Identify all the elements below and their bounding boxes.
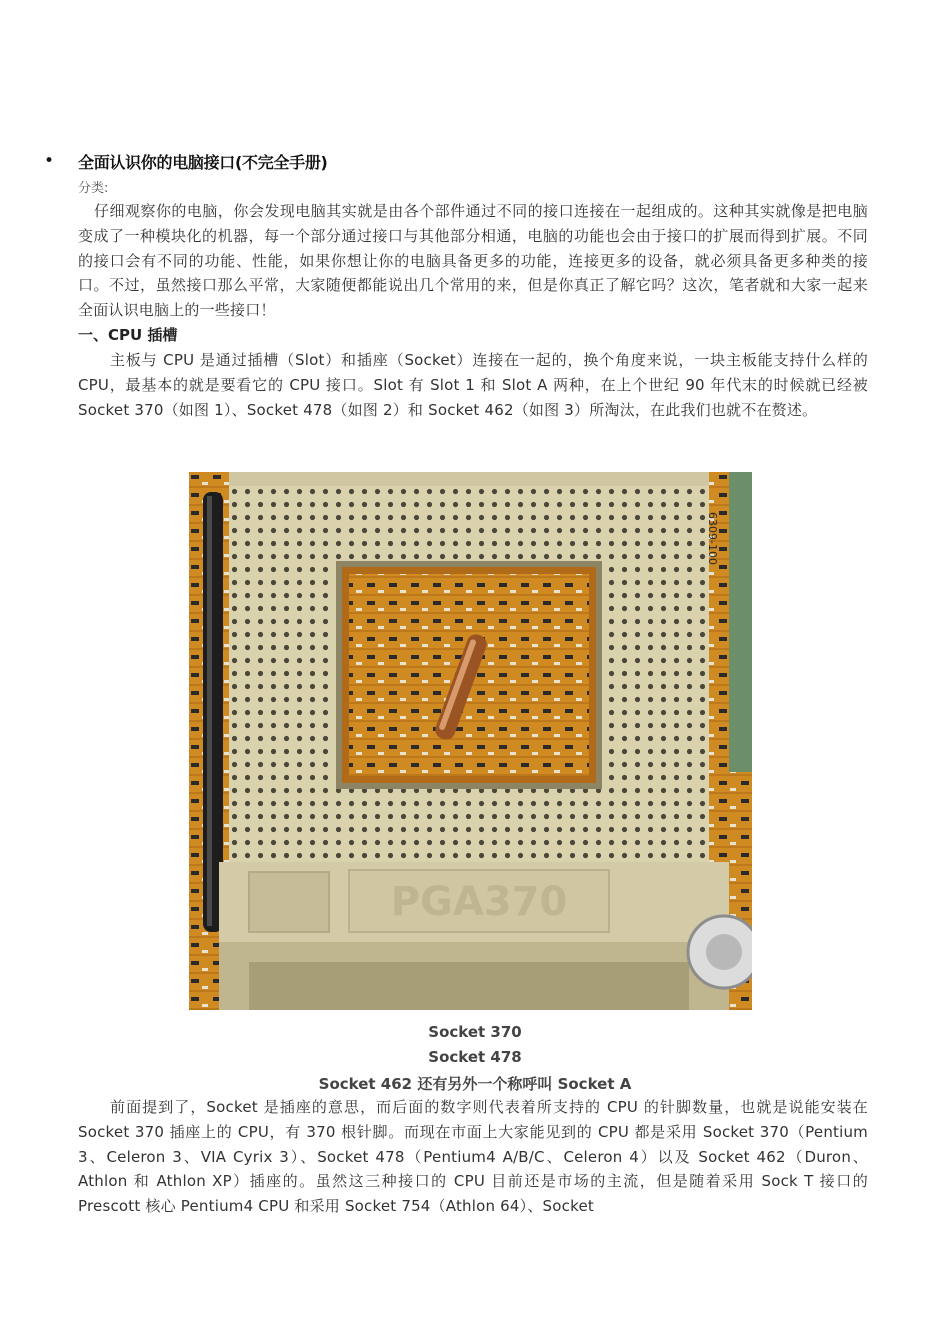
figure-caption-3: Socket 462 还有另外一个称呼叫 Socket A	[318, 1075, 632, 1093]
figure-caption-1: Socket 370	[428, 1023, 522, 1041]
side-marking: 6309-100	[706, 512, 719, 565]
section-heading: 一、CPU 插槽	[78, 326, 178, 344]
intro-paragraph: 仔细观察你的电脑，你会发现电脑其实就是由各个部件通过不同的接口连接在一起组成的。这种其实就像是把电脑变成了一种模块化的机器，每一个部分通过接口与其他部分相通，电脑的功能也会由于接口的扩展而得到扩展。不同的接口会有不同的功能、性能，如果你想让你的电脑具备更多的功能，连接更多的设备，就必须具备更多种类的接口。不过，虽然接口那么平常，大家随便都能说出几个常用的来，但是你真正了解它吗？这次，笔者就和大家一起来全面认识电脑上的一些接口！	[78, 202, 868, 320]
section-paragraph: 主板与 CPU 是通过插槽（Slot）和插座（Socket）连接在一起的，换个角度来说，一块主板能支持什么样的 CPU，最基本的就是要看它的 CPU 接口。Slot 有 Slot 1 和 Slot A 两种，在上个世纪 90 年代末的时候就已经被 Socket 370（如图 1）、Socket 478（如图 2）和 Socket 462（如图 3）所淘汰，在此我们也就不在赘述。	[78, 351, 868, 419]
article-title[interactable]: 全面认识你的电脑接口(不完全手册)	[78, 153, 328, 172]
pga370-label: PGA370	[390, 879, 568, 925]
cpu-socket-photo	[189, 472, 752, 1010]
continuation-paragraph: 前面提到了，Socket 是插座的意思，而后面的数字则代表着所支持的 CPU 的针脚数量，也就是说能安装在 Socket 370 插座上的 CPU，有 370 根针脚。而现在市面上大家能见到的 CPU 都是采用 Socket 370（Pentium 3、Celeron 3、VIA Cyrix 3）、Socket 478（Pentium4 A/B/C、Celeron 4）以及 Socket 462（Duron、Athlon 和 Athlon XP）插座的。虽然这三种接口的 CPU 目前还是市场的主流，但是随着采用 Sock T 接口的 Prescott 核心 Pentium4 CPU 和采用 Socket 754（Athlon 64）、Socket	[78, 1098, 868, 1216]
figure-caption-2: Socket 478	[428, 1048, 522, 1066]
category-label: 分类:	[78, 181, 109, 196]
list-bullet: •	[44, 151, 55, 171]
